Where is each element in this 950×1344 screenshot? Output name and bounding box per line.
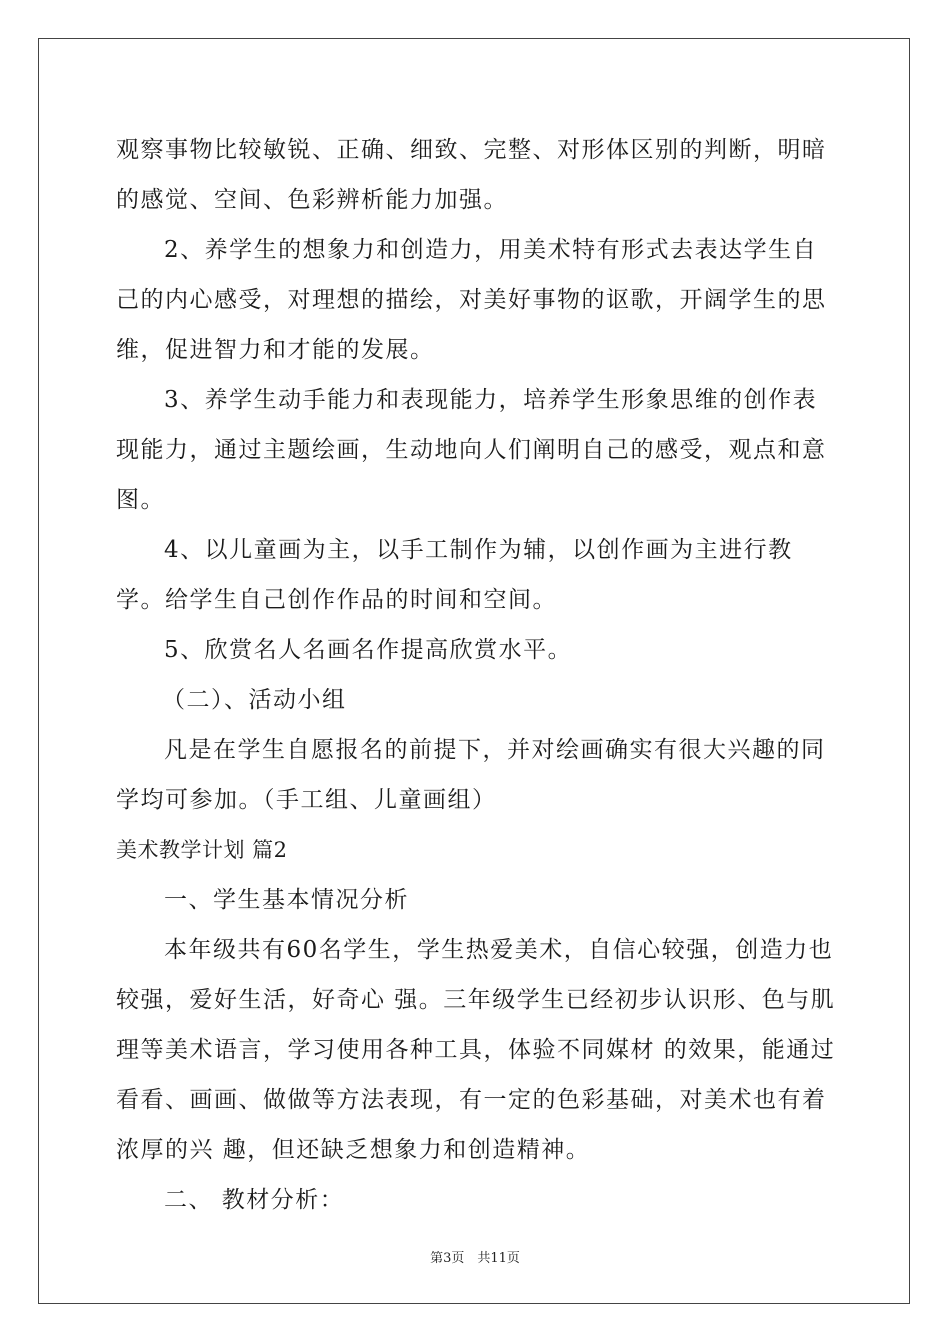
paragraph-2: 2、养学生的想象力和创造力，用美术特有形式去表达学生自己的内心感受，对理想的描绘，对美好事物的讴歌，开阔学生的思维，促进智力和才能的发展。 [116,237,827,363]
section-title: 美术教学计划 篇2 [116,838,288,862]
paragraph-4: 4、以儿童画为主，以手工制作为辅，以创作画为主进行教学。给学生自己创作作品的时间和空间。 [116,537,793,613]
paragraph-1: 观察事物比较敏锐、正确、细致、完整、对形体区别的判断，明暗的感觉、空间、色彩辨析能力加强。 [116,137,827,213]
subheading-textbook-analysis: 二、 教材分析： [164,1187,345,1213]
document-body [116,125,840,1225]
subheading-student-analysis: 一、学生基本情况分析 [164,887,409,913]
paragraph-5: 5、欣赏名人名画名作提高欣赏水平。 [164,637,573,663]
subheading-activity-group: （二）、活动小组 [162,687,347,713]
page-footer: 第3页 共11页 [430,1251,520,1266]
paragraph-3: 3、养学生动手能力和表现能力，培养学生形象思维的创作表现能力，通过主题绘画，生动地向人们阐明自己的感受，观点和意图。 [116,387,827,513]
paragraph-student-analysis: 本年级共有60名学生，学生热爱美术，自信心较强，创造力也较强，爱好生活，好奇心 强。三年级学生已经初步认识形、色与肌理等美术语言，学习使用各种工具，体验不同媒材 的效果，能通过看看、画画、做做等方法表现，有一定的色彩基础，对美术也有着浓厚的兴 趣，但还缺乏想象力和创造精神。 [116,937,836,1163]
paragraph-7: 凡是在学生自愿报名的前提下，并对绘画确实有很大兴趣的同学均可参加。（手工组、儿童画组） [116,737,826,813]
